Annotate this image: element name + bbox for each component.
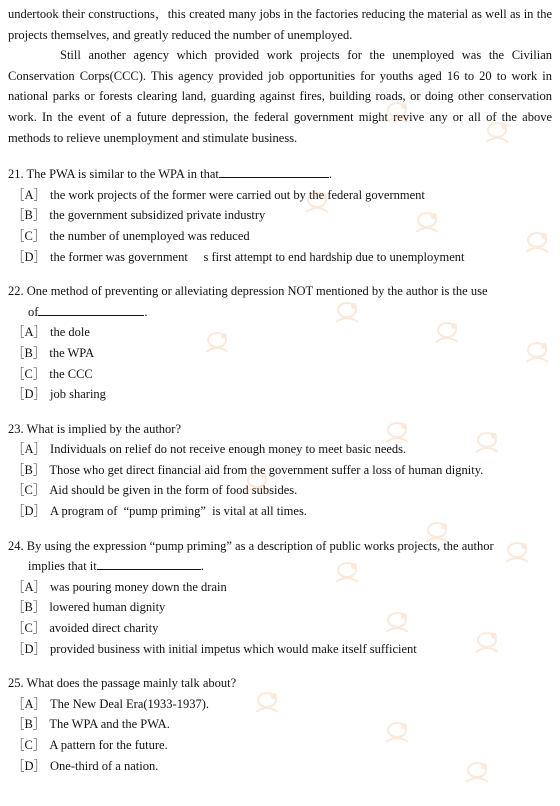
option-text: A pattern for the future. bbox=[49, 738, 168, 752]
option-text: the work projects of the former were carried out by the federal government bbox=[50, 187, 425, 202]
answer-blank bbox=[219, 165, 329, 178]
option-text: Individuals on relief do not receive enough money to meet basic needs. bbox=[50, 442, 407, 457]
option-c bbox=[8, 226, 552, 247]
question-stem-continuation bbox=[8, 556, 552, 577]
option-list bbox=[8, 439, 552, 521]
option-text: was pouring money down the drain bbox=[50, 579, 227, 594]
option-c bbox=[8, 480, 552, 501]
option-list bbox=[8, 322, 552, 404]
option-text: lowered human dignity bbox=[49, 600, 166, 615]
option-a bbox=[8, 185, 552, 206]
option-text: the CCC bbox=[49, 366, 93, 381]
question-stem-text: 24. By using the expression “pump priming” as a description of public works projects, the author bbox=[8, 538, 494, 553]
option-list bbox=[8, 577, 552, 659]
option-letter: ［A］ bbox=[12, 579, 47, 594]
option-d bbox=[8, 501, 552, 522]
answer-blank bbox=[97, 557, 201, 570]
document-page bbox=[8, 4, 552, 776]
option-letter: ［B］ bbox=[12, 462, 46, 477]
question-stem-text: of bbox=[28, 304, 39, 319]
question-stem bbox=[8, 536, 552, 577]
option-a bbox=[8, 694, 552, 715]
option-text: The WPA and the PWA. bbox=[49, 717, 170, 732]
option-text: provided business with initial impetus which would make itself sufficient bbox=[50, 641, 417, 656]
option-text: the former was government s first attempt to end hardship due to unemployment bbox=[50, 249, 465, 264]
option-letter: ［B］ bbox=[12, 345, 46, 360]
question-24 bbox=[8, 536, 552, 660]
option-letter: ［B］ bbox=[12, 600, 46, 615]
option-letter: ［C］ bbox=[12, 228, 46, 243]
question-25 bbox=[8, 673, 552, 776]
option-letter: ［B］ bbox=[12, 717, 46, 732]
option-letter: ［C］ bbox=[12, 366, 46, 381]
option-c bbox=[8, 364, 552, 385]
option-a bbox=[8, 439, 552, 460]
question-stem-text: 23. What is implied by the author? bbox=[8, 421, 181, 436]
option-letter: ［A］ bbox=[12, 696, 47, 711]
question-stem-text: 25. What does the passage mainly talk about? bbox=[8, 676, 237, 691]
option-b bbox=[8, 714, 552, 735]
question-stem bbox=[8, 164, 552, 185]
question-21 bbox=[8, 164, 552, 267]
option-b bbox=[8, 460, 552, 481]
passage-paragraph: Still another agency which provided work projects for the unemployed was the Civilian Conservation Corps(CCC). This agency provided job opportunities for youths aged 16 to 20 to work in national parks or forests clearing land, guarding against fires, building roads, or doing other conservation work. In the event of a future depression, the federal government might revive any or all of the above methods to relieve unemployment and stimulate business. bbox=[8, 48, 552, 145]
passage-continuation: undertook their constructions，this created many jobs in the factories reducing the material as well as in the projects themselves, and greatly reduced the number of unemployed. bbox=[8, 7, 552, 42]
question-stem-text: 22. One method of preventing or alleviating depression NOT mentioned by the author is the use bbox=[8, 284, 488, 299]
option-letter: ［D］ bbox=[12, 758, 47, 773]
option-c bbox=[8, 735, 552, 756]
question-stem bbox=[8, 673, 552, 694]
stem-punctuation: . bbox=[200, 559, 204, 574]
question-stem-continuation bbox=[8, 302, 552, 323]
option-text: the government subsidized private industry bbox=[49, 208, 266, 223]
question-stem bbox=[8, 281, 552, 322]
option-a bbox=[8, 322, 552, 343]
option-letter: ［A］ bbox=[12, 187, 47, 202]
option-c bbox=[8, 618, 552, 639]
option-b bbox=[8, 205, 552, 226]
stem-punctuation: . bbox=[328, 167, 333, 182]
option-letter: ［D］ bbox=[12, 249, 47, 264]
option-text: One-third of a nation. bbox=[50, 758, 159, 773]
option-letter: ［D］ bbox=[12, 504, 47, 519]
option-d bbox=[8, 384, 552, 405]
option-text: A program of “pump priming” is vital at all times. bbox=[50, 504, 307, 519]
answer-blank bbox=[38, 303, 144, 316]
option-letter: ［A］ bbox=[12, 442, 47, 457]
option-text: Those who get direct financial aid from the government suffer a loss of human dignity. bbox=[49, 462, 484, 477]
option-a bbox=[8, 577, 552, 598]
question-22 bbox=[8, 281, 552, 405]
option-text: the WPA bbox=[49, 345, 95, 360]
option-letter: ［C］ bbox=[12, 621, 46, 636]
option-letter: ［D］ bbox=[12, 387, 47, 402]
option-letter: ［D］ bbox=[12, 641, 47, 656]
question-23 bbox=[8, 419, 552, 522]
option-text: avoided direct charity bbox=[49, 621, 159, 636]
option-text: the number of unemployed was reduced bbox=[49, 228, 250, 243]
option-letter: ［C］ bbox=[12, 738, 46, 752]
question-stem bbox=[8, 419, 552, 440]
option-b bbox=[8, 343, 552, 364]
option-letter: ［C］ bbox=[12, 483, 46, 498]
option-d bbox=[8, 756, 552, 777]
question-stem-text: 21. The PWA is similar to the WPA in that bbox=[8, 167, 219, 182]
option-b bbox=[8, 597, 552, 618]
option-letter: ［A］ bbox=[12, 325, 47, 340]
option-text: Aid should be given in the form of food subsides. bbox=[49, 483, 298, 498]
option-d bbox=[8, 639, 552, 660]
option-text: The New Deal Era(1933-1937). bbox=[50, 696, 209, 711]
option-text: the dole bbox=[50, 325, 90, 340]
option-d bbox=[8, 247, 552, 268]
stem-punctuation: . bbox=[144, 304, 148, 319]
option-letter: ［B］ bbox=[12, 208, 46, 223]
question-stem-text: implies that it bbox=[28, 559, 97, 574]
option-text: job sharing bbox=[50, 387, 106, 402]
option-list bbox=[8, 694, 552, 776]
option-list bbox=[8, 185, 552, 267]
